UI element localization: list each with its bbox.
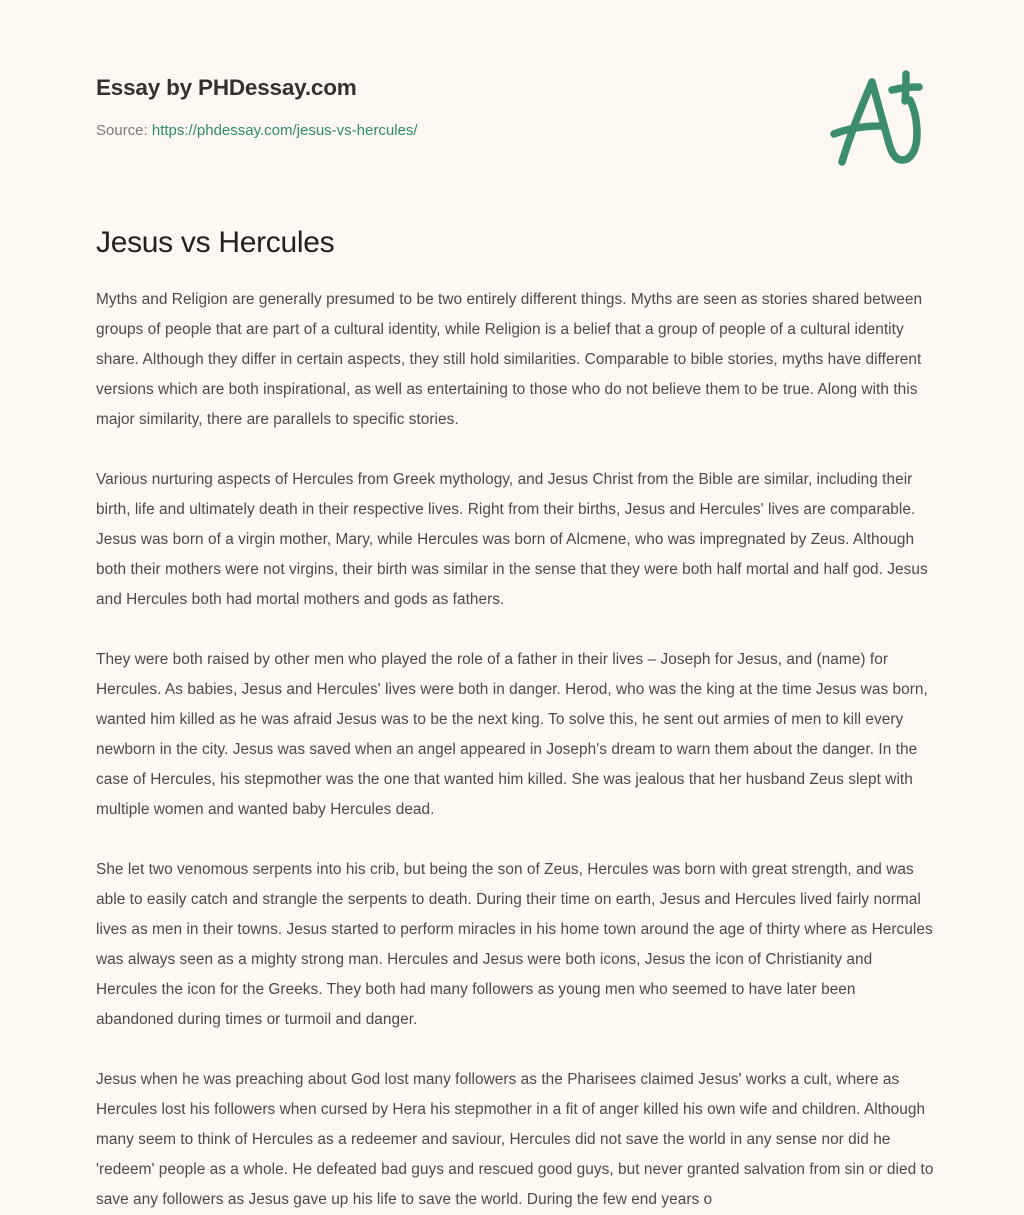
paragraph: They were both raised by other men who played the role of a father in their lives – Joseph for Jesus, and (name) for Hercules. As babies, Jesus and Hercules' lives were both in danger. Herod, who was the king at the time Jesus was born, wanted him killed as he was afraid Jesus was to be the next king. To solve this, he sent out armies of men to kill every newborn in the city. Jesus was saved when an angel appeared in Joseph's dream to warn them about the danger. In the case of Hercules, his stepmother was the one that wanted him killed. She was jealous that her husband Zeus slept with multiple women and wanted baby Hercules dead. <box>96 651 928 818</box>
page-title: Jesus vs Hercules <box>96 226 335 259</box>
source-url-link[interactable]: https://phdessay.com/jesus-vs-hercules/ <box>151 122 418 139</box>
brand-heading: Essay by PHDessay.com <box>96 75 357 100</box>
a-plus-logo-icon <box>822 64 926 172</box>
paragraph: She let two venomous serpents into his crib, but being the son of Zeus, Hercules was born with great strength, and was able to easily catch and strangle the serpents to death. During their time on earth, Jesus and Hercules lived fairly normal lives as men in their towns. Jesus started to perform miracles in his home town around the age of thirty where as Hercules was always seen as a mighty strong man. Hercules and Jesus were both icons, Jesus the icon of Christianity and Hercules the icon for the Greeks. They both had many followers as young men who seemed to have later been abandoned during times or turmoil and danger. <box>96 861 933 1028</box>
phdessay-logo[interactable] <box>822 64 926 172</box>
document-header <box>96 74 796 141</box>
essay-body <box>96 285 934 1215</box>
paragraph: Various nurturing aspects of Hercules from Greek mythology, and Jesus Christ from the Bible are similar, including their birth, life and ultimately death in their respective lives. Right from their births, Jesus and Hercules' lives are comparable. Jesus was born of a virgin mother, Mary, while Hercules was born of Alcmene, who was impregnated by Zeus. Although both their mothers were not virgins, their birth was similar in the sense that they were both half mortal and half god. Jesus and Hercules both had mortal mothers and gods as fathers. <box>96 471 928 608</box>
source-line <box>96 121 796 141</box>
paragraph: Myths and Religion are generally presumed to be two entirely different things. Myths are seen as stories shared between groups of people that are part of a cultural identity, while Religion is a belief that a group of people of a cultural identity share. Although they differ in certain aspects, they still hold similarities. Comparable to bible stories, myths have different versions which are both inspirational, as well as entertaining to those who do not believe them to be true. Along with this major similarity, there are parallels to specific stories. <box>96 291 923 428</box>
source-label: Source: <box>96 122 148 139</box>
paragraph: Jesus when he was preaching about God lost many followers as the Pharisees claimed Jesus' works a cult, where as Hercules lost his followers when cursed by Hera his stepmother in a fit of anger killed his own wife and children. Although many seem to think of Hercules as a redeemer and saviour, Hercules did not save the world in any sense nor did he 'redeem' people as a whole. He defeated bad guys and rescued good guys, but never granted salvation from sin or died to save any followers as Jesus gave up his life to save the world. During the few end years o <box>96 1071 934 1208</box>
